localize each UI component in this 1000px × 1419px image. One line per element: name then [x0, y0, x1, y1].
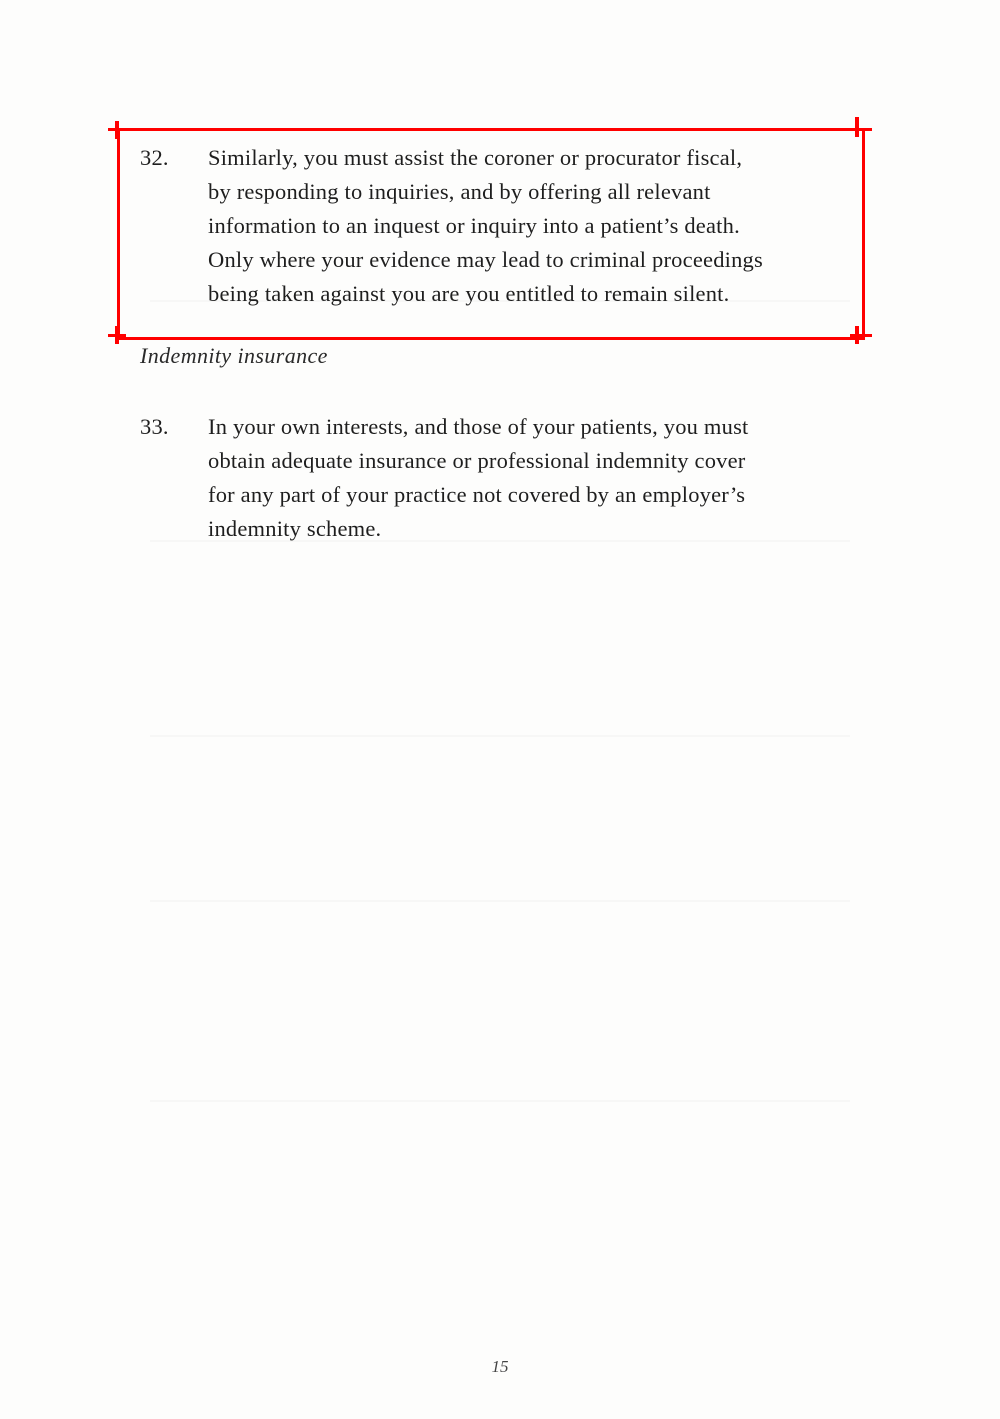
section-heading: Indemnity insurance [140, 343, 328, 368]
text-line: being taken against you are you entitled to remain silent. [208, 281, 730, 306]
paragraph-text [208, 410, 848, 546]
text-line: by responding to inquiries, and by offering all relevant [208, 179, 711, 204]
show-through-texture [150, 900, 850, 902]
text-line: for any part of your practice not covered by an employer’s [208, 482, 746, 507]
paragraph-number: 33. [140, 414, 169, 439]
highlight-corner-mark [108, 128, 126, 131]
page-number: 15 [491, 1357, 509, 1376]
highlight-corner-mark [850, 334, 872, 337]
text-line: indemnity scheme. [208, 516, 382, 541]
paragraph-number: 32. [140, 145, 169, 170]
highlight-corner-mark [855, 117, 859, 137]
paragraph-33 [140, 410, 860, 546]
text-line: information to an inquest or inquiry into a patient’s death. [208, 213, 740, 238]
text-line: In your own interests, and those of your patients, you must [208, 414, 749, 439]
text-line: Only where your evidence may lead to criminal proceedings [208, 247, 763, 272]
highlight-box [117, 128, 865, 340]
highlight-corner-mark [850, 128, 872, 131]
text-line: Similarly, you must assist the coroner or procurator fiscal, [208, 145, 743, 170]
text-line: obtain adequate insurance or professional indemnity cover [208, 448, 746, 473]
show-through-texture [150, 735, 850, 737]
show-through-texture [150, 1100, 850, 1102]
highlight-corner-mark [108, 334, 126, 337]
